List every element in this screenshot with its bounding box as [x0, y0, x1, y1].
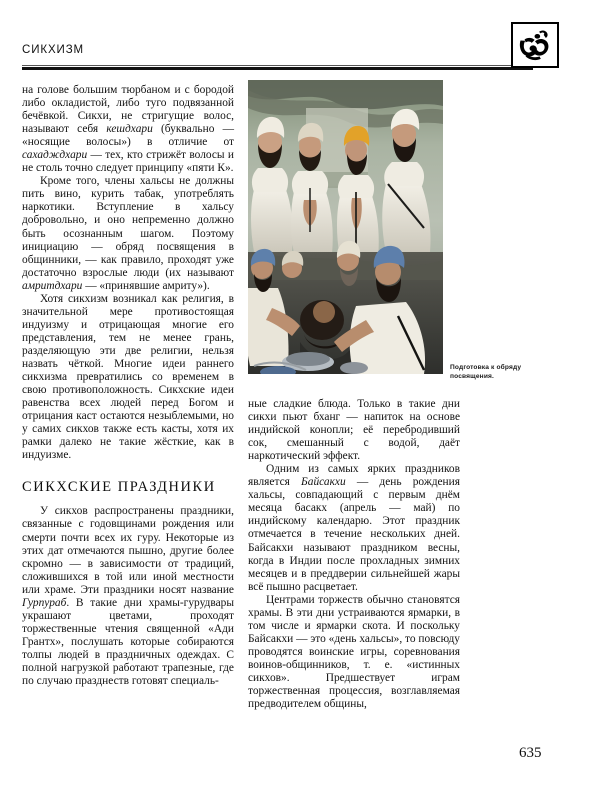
- body-paragraph: [22, 293, 234, 463]
- section-heading: СИКХСКИЕ ПРАЗДНИКИ: [22, 479, 216, 496]
- text-run: — «принявшие амриту»).: [82, 279, 210, 292]
- ik-onkar-symbol-icon: [511, 22, 559, 68]
- text-run: У сикхов распространены праздники, связанные с годовщинами рождения или смерти почти всех их гуру. Некоторые из этих дат отмечаются пышно, другие более скромно — в зависимости от традиций, сложившихся в той или иной местности или храме. Эти праздники носят название: [22, 505, 234, 596]
- header-rule: [22, 67, 533, 70]
- figure-caption: Подготовка к обряду посвящения.: [450, 364, 522, 381]
- body-paragraph: [22, 175, 234, 292]
- body-paragraph: [248, 398, 460, 463]
- text-run: (буквально — «носящие волосы») в отличие от: [22, 123, 235, 149]
- term-italic: Гурпураб: [22, 596, 67, 609]
- right-text-column: [248, 398, 460, 711]
- text-run: Одним из самых ярких праздников является: [248, 463, 460, 489]
- body-paragraph: [22, 84, 234, 175]
- term-italic: кешдхари: [106, 123, 153, 136]
- term-italic: амритдхари: [22, 279, 83, 292]
- left-text-column: [22, 84, 234, 688]
- text-run: ные сладкие блюда. Только в такие дни сикхи пьют бханг — напиток на основе индийской конопли; её перебродивший сок, смешанный с водой, даёт наркотический эффект.: [248, 398, 460, 463]
- right-column-body: [248, 398, 460, 711]
- term-italic: сахадждхари: [22, 149, 88, 162]
- header-rule-thin: [22, 65, 533, 66]
- text-run: Центрами торжеств обычно становятся храмы. В эти дни устраиваются ярмарки, в том числе и ярмарки скота. И поскольку Байсакхи — это «день хальсы», то повсюду проводятся воинские игры, соревнования воинов-общинников, т. е. «истинных сикхов». Предшествует играм торжественная процессия, возглавляемая предводителем общины,: [248, 593, 460, 711]
- text-run: Хотя сикхизм возникал как религия, в значительной мере противостоящая индуизму и отрицающая многие его представления, тем не менее грань, разделяющую эти две религии, нельзя назвать чёткой. Многие идеи раннего сикхизма превратились со временем в свою противоположность. Сикхские идеи равенства всех людей перед Богом и отрицания каст остаются незыблемыми, но у самих сикхов также есть касты, хотя их рамки далеко не такие жёсткие, как в индуизме.: [22, 292, 234, 462]
- page-number: 635: [519, 745, 542, 761]
- running-head: СИКХИЗМ: [22, 44, 85, 56]
- text-run: . В такие дни храмы-гурудвары украшают цветами, проходят торжественные чтения священной «Ади Грантх», послушать которые собираются толпы людей в праздничных одеждах. С полной нагрузкой работают трапезные, где по случаю празднеств готовят специаль-: [22, 596, 234, 688]
- term-italic: Байсакхи: [301, 476, 346, 489]
- body-paragraph: [248, 463, 460, 593]
- text-run: — день рождения хальсы, совпадающий с первым днём месяца басакх (апрель — май) по индийскому календарю. Этот праздник отмечается в течение нескольких дней. Байсакхи называют праздником весны, когда в Индии после прохладных зимних месяцев и в преддверии сильнейшей жары всё пышно расцветает.: [248, 476, 460, 593]
- left-column-body-after-heading: [22, 505, 234, 688]
- text-run: Кроме того, члены хальсы не должны пить вино, курить табак, употреблять наркотики. Вступление в хальсу добровольно, и оно непременно должно быть осознанным шагом. Поэтому инициацию — обряд посвящения в общинники, — как правило, проходят уже достаточно взрослые люди (их называют: [22, 175, 234, 279]
- text-run: на голове большим тюрбаном и с бородой либо окладистой, либо туго подвязанной бечёвкой. Сикхи, не стригущие волос, называют себя: [22, 84, 234, 136]
- body-paragraph: [22, 505, 234, 688]
- text-run: — тех, кто стрижёт волосы и не столь точно следует принципу «пяти К».: [22, 149, 234, 175]
- left-column-body: [22, 84, 234, 462]
- sikh-initiation-ceremony-photo: [248, 80, 443, 374]
- body-paragraph: [248, 594, 460, 711]
